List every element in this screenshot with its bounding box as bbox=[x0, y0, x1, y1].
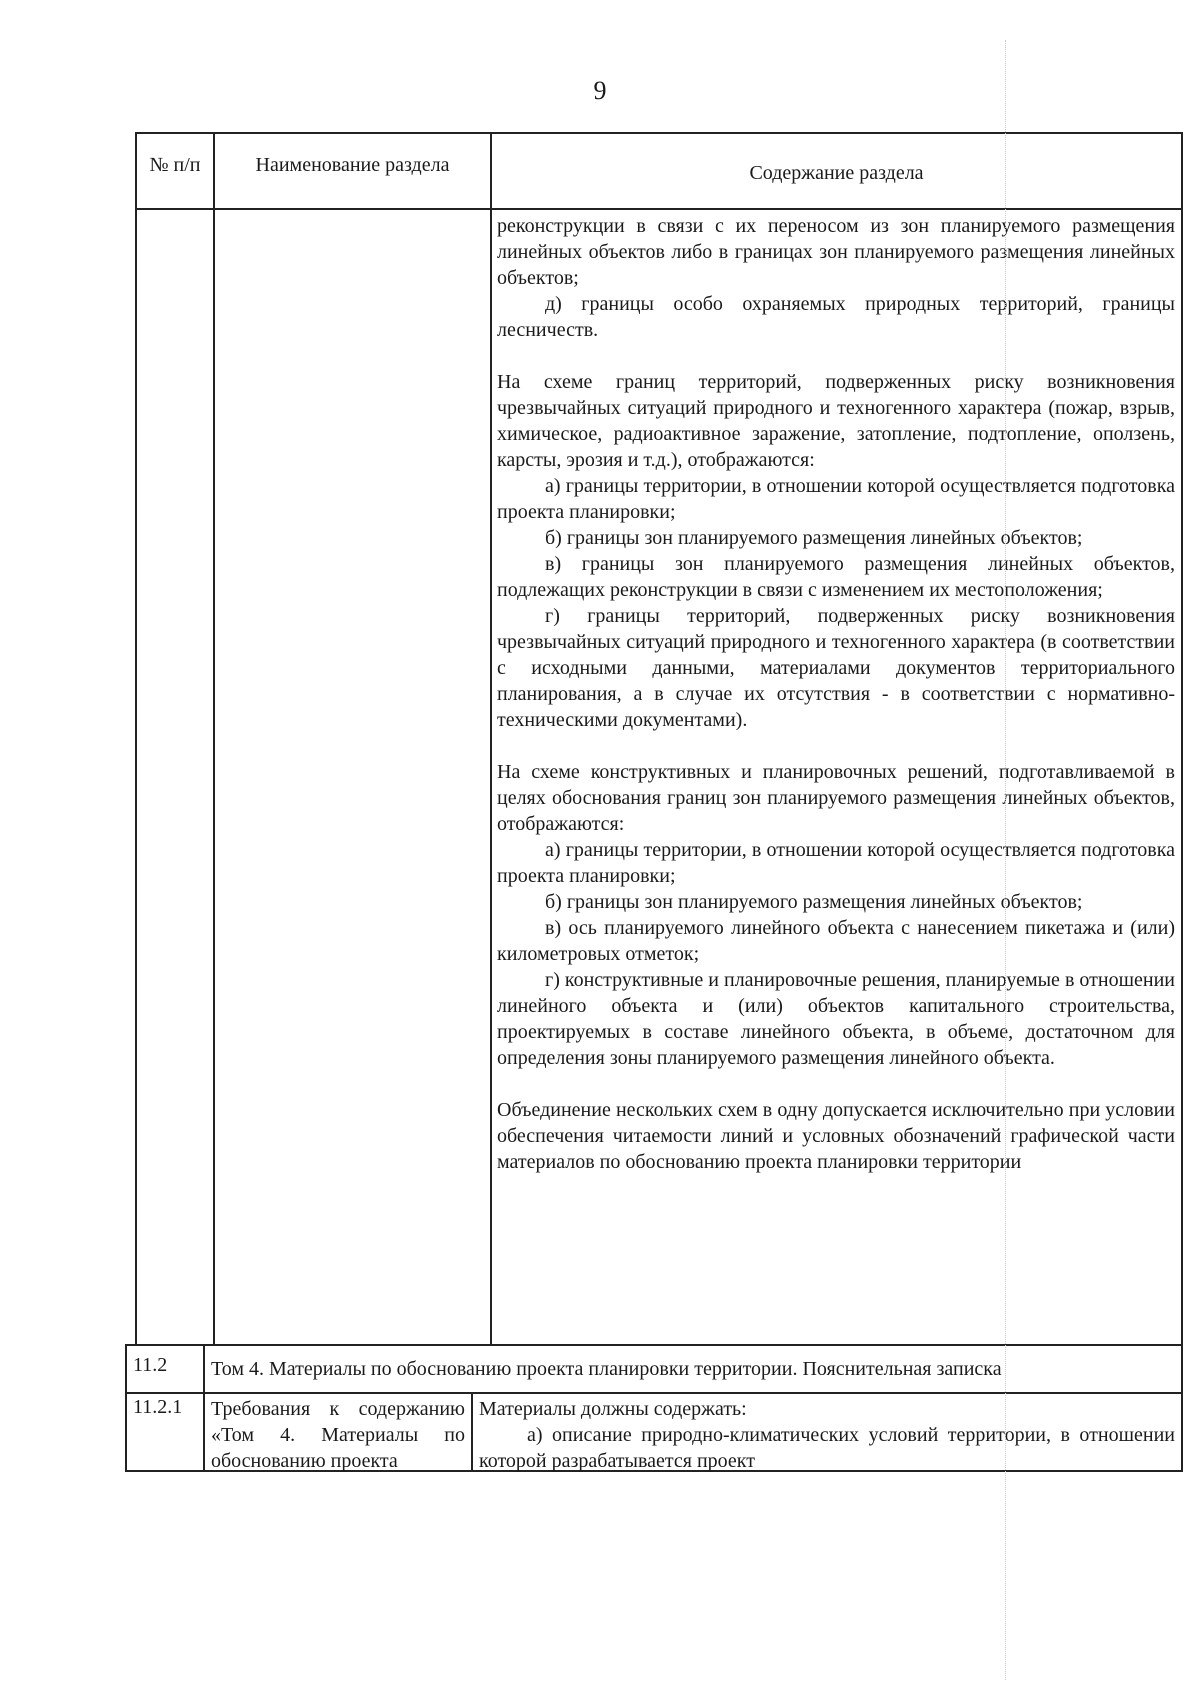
table-top-border bbox=[135, 132, 1183, 134]
content-paragraph: а) границы территории, в отношении которой осуществляется подготовка проекта планировки; bbox=[497, 839, 1175, 887]
row-11-2-1-number: 11.2.1 bbox=[133, 1396, 183, 1418]
row-11-2-1-content-intro: Материалы должны содержать: bbox=[479, 1398, 747, 1420]
col-right-border bbox=[1181, 132, 1183, 1472]
scan-fold-line bbox=[1005, 40, 1006, 1680]
header-section-content: Содержание раздела bbox=[749, 162, 924, 184]
content-paragraph: г) конструктивные и планировочные решения, планируемые в отношении линейного объекта и (или) объектов капитального строительства, проектируемых в составе линейного объекта, в объеме, достаточном для определения зоны планируемого размещения линейного объекта. bbox=[497, 969, 1175, 1069]
header-number: № п/п bbox=[149, 154, 201, 176]
content-paragraph: а) границы территории, в отношении которой осуществляется подготовка проекта планировки; bbox=[497, 475, 1175, 523]
content-paragraph: в) ось планируемого линейного объекта с нанесением пикетажа и (или) километровых отметок; bbox=[497, 917, 1175, 965]
paragraph-gap bbox=[497, 733, 1175, 759]
content-paragraph: Объединение нескольких схем в одну допускается исключительно при условии обеспечения читаемости линий и условных обозначений графической части материалов по обоснованию проекта планировки территории bbox=[497, 1099, 1175, 1173]
col-left-border-lower bbox=[125, 1344, 127, 1472]
row-11-2-title: Том 4. Материалы по обоснованию проекта планировки территории. Пояснительная записка bbox=[211, 1358, 1002, 1380]
paragraph-gap bbox=[497, 1071, 1175, 1097]
paragraph-gap bbox=[497, 343, 1175, 369]
content-paragraph: На схеме границ территорий, подверженных риску возникновения чрезвычайных ситуаций природного и техногенного характера (пожар, взрыв, химическое, радиоактивное заражение, затопление, подтопление, оползень, карсты, эрозия и т.д.), отображаются: bbox=[497, 371, 1175, 471]
content-paragraph: б) границы зон планируемого размещения линейных объектов; bbox=[545, 891, 1083, 913]
content-paragraph: реконструкции в связи с их переносом из зон планируемого размещения линейных объектов либо в границах зон планируемого размещения линейных объектов; bbox=[497, 215, 1175, 289]
col-left-border bbox=[135, 132, 137, 1344]
content-paragraph: в) границы зон планируемого размещения линейных объектов, подлежащих реконструкции в связи с изменением их местоположения; bbox=[497, 553, 1175, 601]
content-paragraph: г) границы территорий, подверженных риску возникновения чрезвычайных ситуаций природного и техногенного характера (в соответствии с исходными данными, материалами документов территориального планирования, а в случае их отсутствия - в соответствии с нормативно-техническими документами). bbox=[497, 605, 1175, 731]
sections-table bbox=[125, 132, 1183, 1605]
col-divider-2 bbox=[490, 132, 492, 1344]
col-divider-1-lower bbox=[203, 1344, 205, 1472]
row-11-2-1-content bbox=[479, 1396, 1175, 1474]
header-section-name: Наименование раздела bbox=[255, 154, 450, 176]
section-content-continuation bbox=[497, 213, 1175, 1175]
content-paragraph: На схеме конструктивных и планировочных решений, подготавливаемой в целях обоснования границ зон планируемого размещения линейных объектов, отображаются: bbox=[497, 761, 1175, 835]
col-divider-1 bbox=[213, 132, 215, 1344]
content-paragraph: д) границы особо охраняемых природных территорий, границы лесничеств. bbox=[497, 293, 1175, 341]
row-11-2-1-top-border bbox=[125, 1392, 1183, 1394]
row-11-2-number: 11.2 bbox=[133, 1354, 168, 1376]
page-number: 9 bbox=[593, 76, 607, 105]
col-divider-2-lower bbox=[471, 1392, 473, 1470]
row-11-2-1-content-item: а) описание природно-климатических условий территории, в отношении которой разрабатывается проект bbox=[479, 1424, 1175, 1472]
row-11-2-1-name bbox=[211, 1396, 465, 1474]
row-11-2-top-border bbox=[125, 1344, 1183, 1346]
row-11-2-1-name-text: Требования к содержанию «Том 4. Материалы по обоснованию проекта bbox=[211, 1398, 465, 1472]
content-paragraph: б) границы зон планируемого размещения линейных объектов; bbox=[545, 527, 1083, 549]
header-bottom-border bbox=[135, 208, 1183, 210]
